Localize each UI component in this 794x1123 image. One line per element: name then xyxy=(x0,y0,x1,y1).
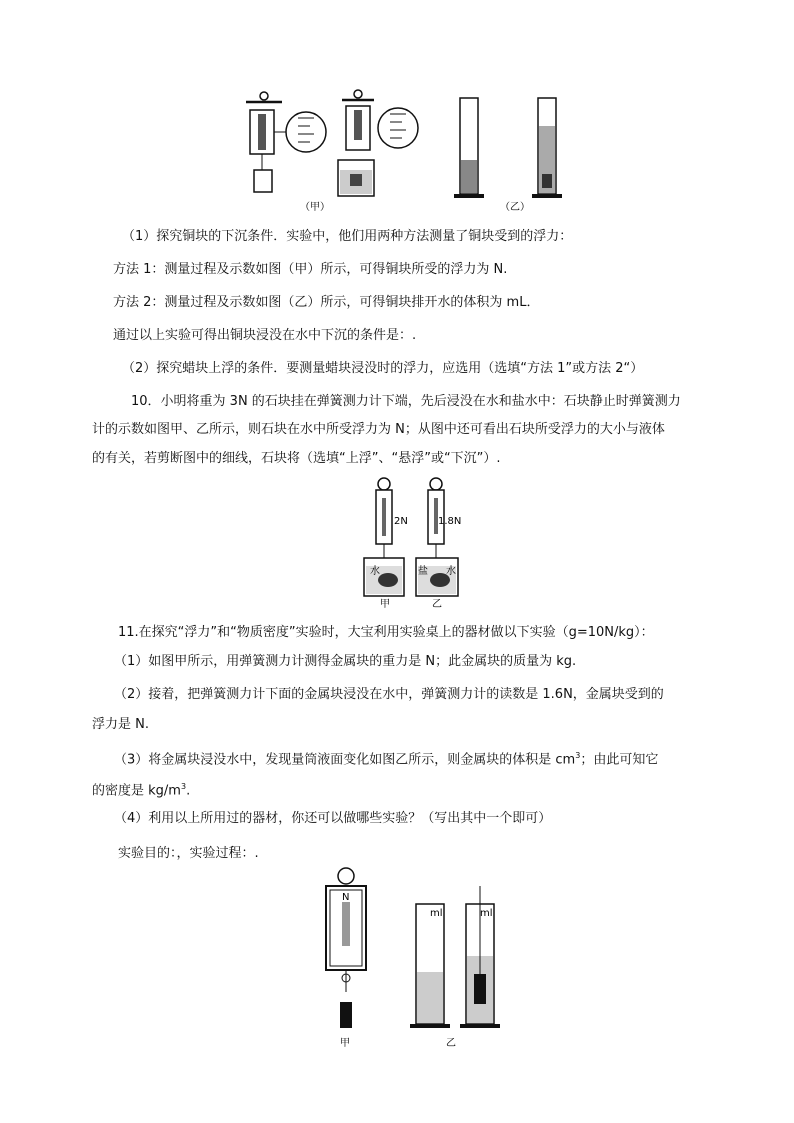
q11-part3a: （3）将金属块浸没水中，发现量筒液面变化如图乙所示，则金属块的体积是 $cm^3$；由此可知它 xyxy=(114,751,659,768)
figure2-label-jia: 甲 xyxy=(380,599,390,610)
right-liquid-2: 水 xyxy=(446,566,456,577)
q11-part2a: （2）接着，把弹簧测力计下面的金属块浸没在水中，弹簧测力计的读数是 1.6N，金属块受到的 xyxy=(114,687,664,702)
figure-spring-scale-and-cylinders xyxy=(238,86,578,214)
q10-line3: 的有关，若剪断图中的细线，石块将（选填“上浮”、“悬浮”或“下沉”）. xyxy=(92,451,501,466)
left-liquid: 水 xyxy=(370,566,380,577)
q11-part3b: 的密度是 $kg/m^3$. xyxy=(92,782,191,799)
right-cylinder-unit: ml xyxy=(480,908,493,919)
q9-method2: 方法 2：测量过程及示数如图（乙）所示，可得铜块排开水的体积为 mL． xyxy=(113,295,540,310)
q10-line1: 10．小明将重为 3N 的石块挂在弹簧测力计下端，先后浸没在水和盐水中：石块静止时弹簧测力 xyxy=(131,394,681,409)
figure3-label-yi: 乙 xyxy=(446,1038,456,1049)
scale-unit: N xyxy=(342,892,350,903)
figure2-label-yi: 乙 xyxy=(432,599,442,610)
left-cylinder-unit: ml xyxy=(430,908,443,919)
q11-part2b: 浮力是 N. xyxy=(92,717,149,732)
figure1-label-jia: （甲） xyxy=(300,202,330,213)
q11-part1: （1）如图甲所示，用弹簧测力计测得金属块的重力是 N；此金属块的质量为 kg. xyxy=(114,654,577,669)
figure3-label-jia: 甲 xyxy=(340,1038,350,1049)
figure-metal-block-and-cylinders xyxy=(322,862,512,1052)
figure-stone-in-water-and-brine xyxy=(358,476,470,610)
q11-part4: （4）利用以上所用过的器材，你还可以做哪些实验？（写出其中一个即可） xyxy=(114,811,552,826)
left-reading: 2N xyxy=(394,516,408,527)
q9-condition: 通过以上实验可得出铜块浸没在水中下沉的条件是：. xyxy=(113,328,417,343)
q11-goal: 实验目的：，实验过程：. xyxy=(118,846,259,861)
q9-part2: （2）探究蜡块上浮的条件．要测量蜡块浸没时的浮力，应选用（选填“方法 1”或方法 2“） xyxy=(122,361,644,376)
q9-part1: （1）探究铜块的下沉条件．实验中，他们用两种方法测量了铜块受到的浮力： xyxy=(122,229,573,244)
q11-intro: 11.在探究“浮力”和“物质密度”实验时，大宝利用实验桌上的器材做以下实验（g=10N/kg）： xyxy=(118,625,654,640)
q9-method1: 方法 1：测量过程及示数如图（甲）所示，可得铜块所受的浮力为 N. xyxy=(113,262,508,277)
right-liquid-1: 盐 xyxy=(418,566,428,577)
q10-line2: 计的示数如图甲、乙所示，则石块在水中所受浮力为 N；从图中还可看出石块所受浮力的大小与液体 xyxy=(92,422,665,437)
right-reading: 1.8N xyxy=(438,516,462,527)
figure1-label-yi: （乙） xyxy=(500,202,530,213)
